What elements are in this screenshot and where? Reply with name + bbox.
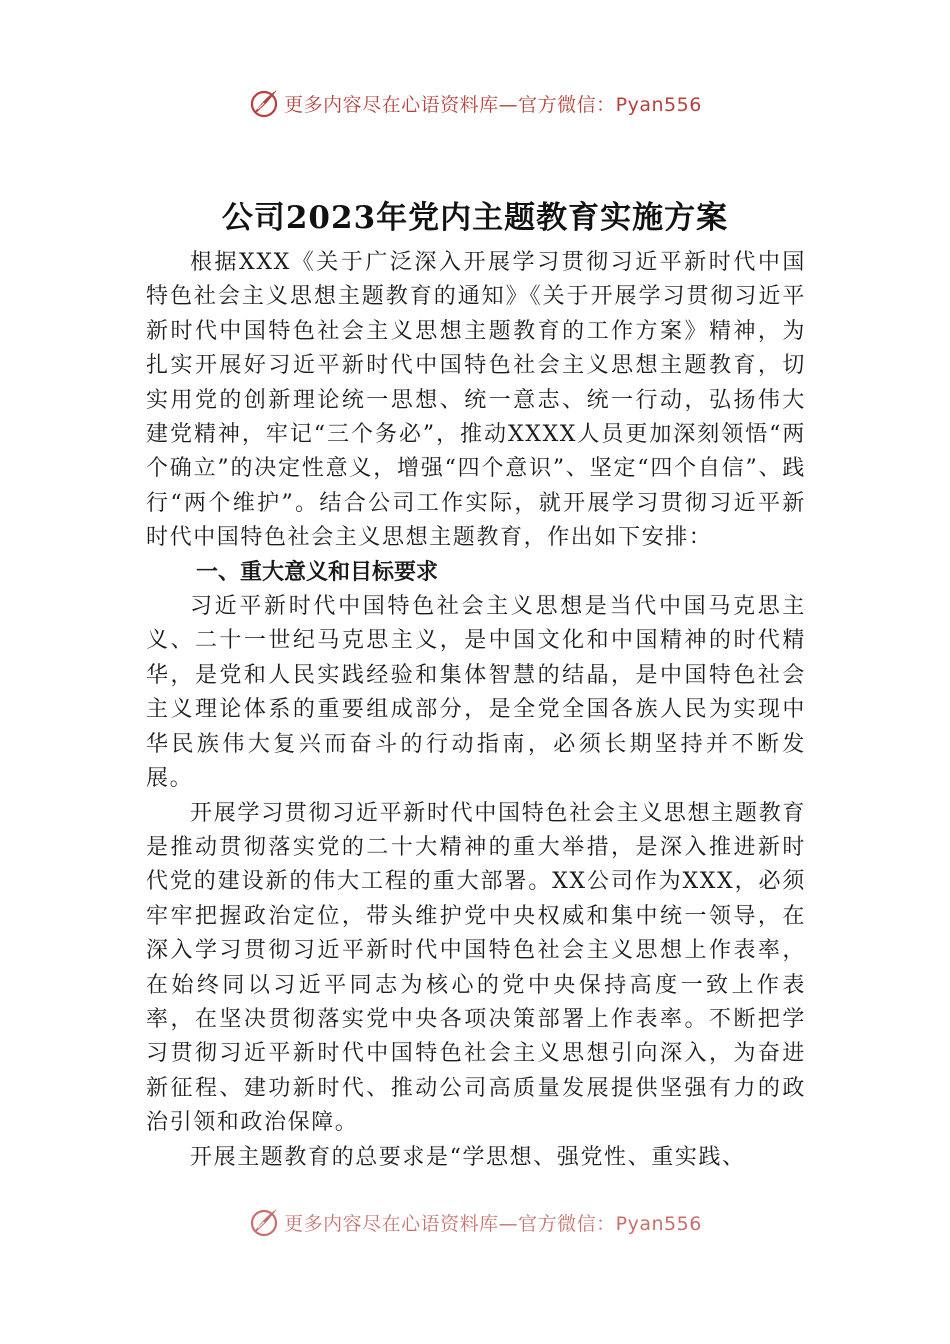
document-title: 公司2023年党内主题教育实施方案 [221,200,729,236]
body-paragraph: 开展学习贯彻习近平新时代中国特色社会主义思想主题教育是推动贯彻落实党的二十大精神的重大举措，是深入推进新时代党的建设新的伟大工程的重大部署。XX公司作为XXX，必须牢牢把握政治定位，带头维护党中央权威和集中统一领导，在深入学习贯彻习近平新时代中国特色社会主义思想上作表率，在始终同以习近平同志为核心的党中央保持高度一致上作表率，在坚决贯彻落实党中央各项决策部署上作表率。不断把学习贯彻习近平新时代中国特色社会主义思想引向深入，为奋进新征程、建功新时代、推动公司高质量发展提供坚强有力的政治引领和政治保障。 [146,800,806,1136]
quill-pen-icon [248,1206,280,1238]
quill-pen-icon [248,87,280,119]
intro-paragraph: 根据XXX《关于广泛深入开展学习贯彻习近平新时代中国特色社会主义思想主题教育的通知》《关于开展学习贯彻习近平新时代中国特色社会主义思想主题教育的工作方案》精神，为扎实开展好习近平新时代中国特色社会主义思想主题教育，切实用党的创新理论统一思想、统一意志、统一行动，弘扬伟大建党精神，牢记“三个务必”，推动XXXX人员更加深刻领悟“两个确立”的决定性意义，增强“四个意识”、坚定“四个自信”、践行“两个维护”。结合公司工作实际，就开展学习贯彻习近平新时代中国特色社会主义思想主题教育，作出如下安排： [146,250,806,551]
watermark-footer [0,1200,950,1244]
document-body [146,246,806,1175]
watermark-text: 更多内容尽在心语资料库—官方微信：Pyan556 [284,93,702,116]
body-paragraph: 习近平新时代中国特色社会主义思想是当代中国马克思主义、二十一世纪马克思主义，是中国文化和中国精神的时代精华，是党和人民实践经验和集体智慧的结晶，是中国特色社会主义理论体系的重要组成部分，是全党全国各族人民为实现中华民族伟大复兴而奋斗的行动指南，必须长期坚持并不断发展。 [146,594,806,792]
watermark-header [0,81,950,125]
section-heading: 一、重大意义和目标要求 [196,559,439,585]
watermark-text: 更多内容尽在心语资料库—官方微信：Pyan556 [284,1212,702,1235]
body-paragraph: 开展主题教育的总要求是“学思想、强党性、重实践、 [190,1144,746,1170]
